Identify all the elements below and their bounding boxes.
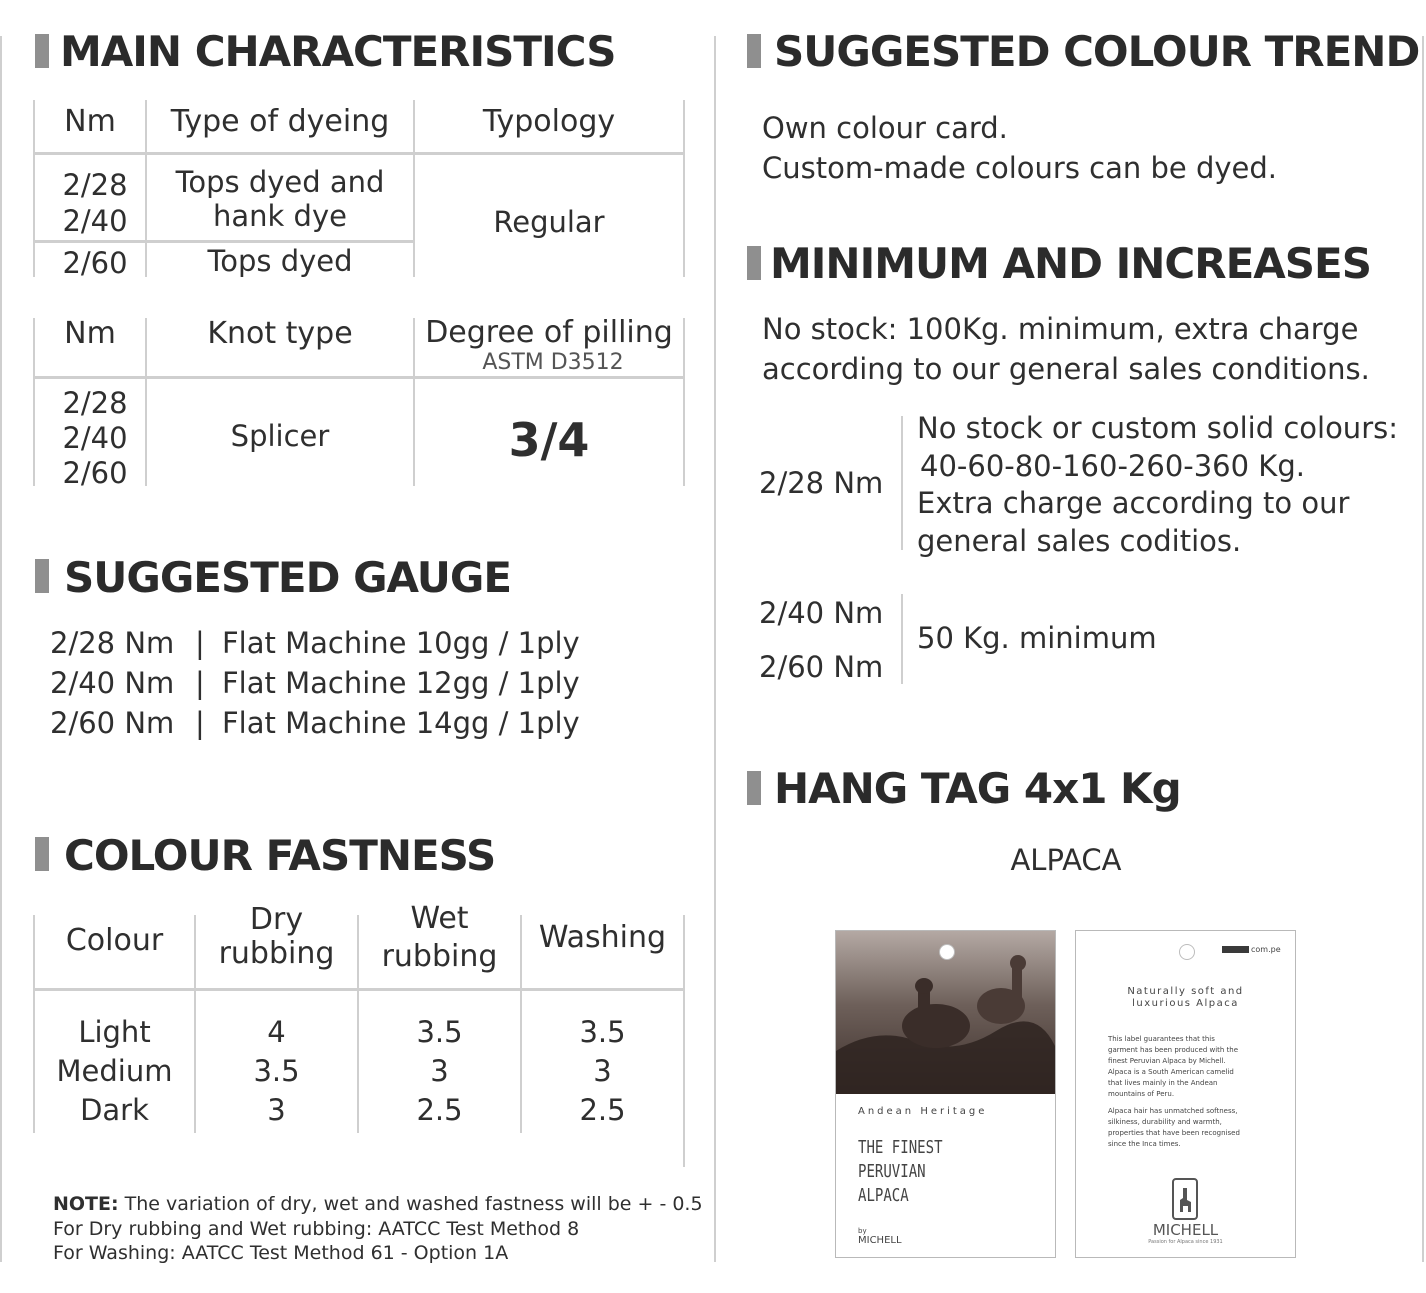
dry-column — [196, 1013, 357, 1130]
nm-value: 2/60 — [62, 456, 128, 490]
washing-value: 3.5 — [579, 1015, 626, 1049]
gauge-sep: | — [195, 666, 205, 700]
minimum-title: MINIMUM AND INCREASES — [770, 239, 1371, 288]
gauge-machine: Flat Machine 14gg / 1ply — [222, 706, 580, 740]
left-border — [0, 36, 2, 1262]
minimum-row1-line: general sales coditios. — [917, 523, 1242, 558]
minimum-rule — [901, 594, 903, 684]
nm-value: 2/28 — [62, 386, 128, 420]
hangtag-title: HANG TAG 4x1 Kg — [774, 764, 1181, 813]
fastness-note — [53, 1192, 703, 1266]
wet-value: 2.5 — [416, 1093, 463, 1127]
table-rule — [683, 318, 685, 486]
minimum-nm-2-60: 2/60 Nm — [759, 650, 884, 684]
hangtag-front — [835, 930, 1056, 1258]
header-wet-rubbing — [359, 900, 520, 976]
header-line: rubbing — [218, 936, 335, 971]
tag-headline-line: ALPACA — [858, 1185, 909, 1206]
gauge-nm: 2/60 Nm — [50, 706, 175, 740]
dry-value: 4 — [267, 1015, 286, 1049]
tag-headline — [858, 1136, 943, 1208]
tag-para-line: garment has been produced with the — [1108, 1046, 1239, 1054]
header-type-of-dyeing: Type of dyeing — [170, 104, 390, 139]
tag-back-para1 — [1108, 1034, 1238, 1100]
wet-value: 3.5 — [416, 1015, 463, 1049]
pilling-value: 3/4 — [508, 413, 590, 467]
colour-column — [35, 1013, 194, 1130]
section-bar — [35, 559, 49, 593]
alpaca-emblem-icon — [1172, 1178, 1198, 1220]
tag-url: com.pe — [1251, 945, 1281, 954]
tag-para-line: since the Inca times. — [1108, 1140, 1181, 1148]
table-rule — [33, 152, 685, 155]
tag-hole — [939, 944, 955, 960]
minimum-intro — [762, 309, 1370, 389]
tag-headline-line: PERUVIAN — [858, 1161, 926, 1182]
gauge-nm: 2/28 Nm — [50, 626, 175, 660]
gauge-nm: 2/40 Nm — [50, 666, 175, 700]
section-bar — [35, 837, 49, 871]
table-rule — [33, 240, 415, 243]
note-line-1 — [53, 1192, 703, 1217]
minimum-intro-line: No stock: 100Kg. minimum, extra charge — [762, 312, 1359, 346]
nm-cell — [35, 386, 155, 491]
dyeing-cell — [147, 165, 413, 233]
table-rule — [33, 376, 685, 379]
tag-para-line: This label guarantees that this — [1108, 1035, 1215, 1043]
header-colour: Colour — [65, 923, 164, 958]
wet-column — [359, 1013, 520, 1130]
colour-value: Light — [78, 1015, 151, 1049]
header-knot-type: Knot type — [207, 316, 353, 351]
tag-back-tagline: Passion for Alpaca since 1931 — [1148, 1239, 1223, 1245]
michell-mini-logo-icon — [1222, 946, 1249, 953]
note-line-3: For Washing: AATCC Test Method 61 - Option 1A — [53, 1242, 509, 1264]
tag-para-line: Alpaca is a South American camelid — [1108, 1068, 1234, 1076]
gauge-sep: | — [195, 626, 205, 660]
gauge-machine: Flat Machine 10gg / 1ply — [222, 626, 580, 660]
nm-value: 2/40 — [62, 204, 128, 238]
gauge-sep: | — [195, 706, 205, 740]
minimum-row1-text — [917, 410, 1398, 560]
nm-cell — [35, 167, 155, 239]
header-nm: Nm — [64, 316, 116, 351]
header-line: Wet — [410, 901, 469, 936]
tag-headline-line: THE FINEST — [858, 1137, 943, 1158]
nm-value: 2/40 — [62, 421, 128, 455]
hangtag-subtitle: ALPACA — [1010, 843, 1122, 877]
dry-value: 3.5 — [253, 1054, 300, 1088]
nm-value: 2/28 — [62, 168, 128, 202]
tag-back-heading-line: Naturally soft and — [1127, 986, 1244, 997]
tag-back-para2 — [1108, 1106, 1240, 1150]
tag-back-heading-line: luxurious Alpaca — [1132, 998, 1239, 1009]
table-rule — [683, 915, 685, 1167]
minimum-nm-2-28: 2/28 Nm — [759, 466, 884, 500]
section-bar — [747, 34, 761, 68]
tag-para-line: mountains of Peru. — [1108, 1090, 1175, 1098]
tag-by: by — [858, 1227, 867, 1235]
note-label: NOTE: — [53, 1193, 119, 1215]
header-line: Dry — [249, 902, 304, 937]
note-text: The variation of dry, wet and washed fastness will be + - 0.5 — [118, 1193, 703, 1215]
minimum-row1-line: 40-60-80-160-260-360 Kg. — [920, 448, 1305, 483]
colour-trend-line: Own colour card. — [762, 111, 1008, 145]
washing-value: 2.5 — [579, 1093, 626, 1127]
table-rule — [683, 100, 685, 277]
tag-hole — [1179, 944, 1195, 960]
section-bar — [35, 34, 49, 68]
tag-back-brand: MICHELL — [1152, 1221, 1219, 1239]
nm-value: 2/60 — [62, 246, 128, 280]
note-line-2: For Dry rubbing and Wet rubbing: AATCC Test Method 8 — [53, 1217, 580, 1240]
tag-brand: MICHELL — [858, 1235, 902, 1246]
tag-para-line: silkiness, durability and warmth, — [1108, 1118, 1222, 1126]
colour-trend-title: SUGGESTED COLOUR TREND — [774, 27, 1420, 76]
minimum-row2-text: 50 Kg. minimum — [917, 621, 1157, 655]
colour-fastness-title: COLOUR FASTNESS — [64, 831, 496, 880]
washing-column — [522, 1013, 683, 1130]
washing-value: 3 — [593, 1054, 612, 1088]
section-bar — [747, 246, 761, 280]
minimum-rule — [901, 416, 903, 550]
dry-value: 3 — [267, 1093, 286, 1127]
knot-value: Splicer — [230, 419, 330, 453]
minimum-intro-line: according to our general sales conditions. — [762, 352, 1370, 386]
right-border — [1422, 36, 1424, 1262]
tag-kicker: Andean Heritage — [858, 1106, 988, 1117]
header-nm: Nm — [64, 104, 116, 139]
dyeing-value: hank dye — [213, 199, 347, 233]
header-degree-of-pilling: Degree of pilling — [425, 315, 673, 350]
header-line: rubbing — [381, 939, 498, 974]
minimum-nm-2-40: 2/40 Nm — [759, 596, 884, 630]
alpaca-emblem-glyph-icon — [1174, 1180, 1196, 1218]
typology-value: Regular — [493, 205, 605, 239]
colour-trend-line: Custom-made colours can be dyed. — [762, 151, 1277, 185]
header-typology: Typology — [482, 104, 616, 139]
tag-para-line: properties that have been recognised — [1108, 1129, 1240, 1137]
colour-trend-text — [762, 108, 1277, 188]
dyeing-value: Tops dyed and — [175, 165, 385, 199]
pilling-standard: ASTM D3512 — [482, 350, 624, 375]
colour-value: Dark — [80, 1093, 149, 1127]
wet-value: 3 — [430, 1054, 449, 1088]
suggested-gauge-title: SUGGESTED GAUGE — [64, 553, 512, 602]
tag-para-line: Alpaca hair has unmatched softness, — [1108, 1107, 1238, 1115]
main-characteristics-title: MAIN CHARACTERISTICS — [60, 27, 616, 76]
minimum-row1-line: Extra charge according to our — [917, 486, 1350, 520]
section-bar — [747, 771, 761, 805]
tag-para-line: finest Peruvian Alpaca by Michell. — [1108, 1057, 1226, 1065]
hangtag-back — [1075, 930, 1296, 1258]
table-rule — [33, 988, 685, 991]
header-dry-rubbing — [196, 903, 357, 971]
minimum-row1-line: No stock or custom solid colours: — [917, 411, 1398, 445]
column-divider — [714, 36, 716, 1262]
dyeing-value: Tops dyed — [207, 244, 353, 278]
header-washing: Washing — [538, 920, 667, 955]
tag-para-line: that lives mainly in the Andean — [1108, 1079, 1218, 1087]
colour-value: Medium — [56, 1054, 173, 1088]
tag-back-heading — [1076, 986, 1295, 1010]
gauge-machine: Flat Machine 12gg / 1ply — [222, 666, 580, 700]
